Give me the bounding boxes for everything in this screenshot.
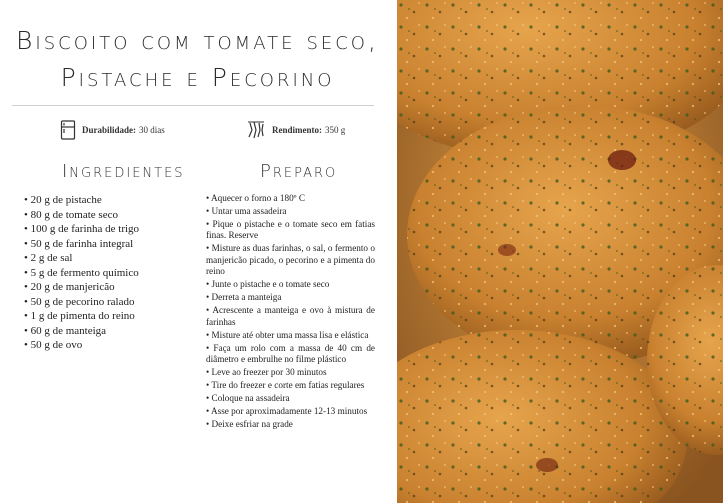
durability-value: 30 dias (139, 125, 165, 135)
recipe-title (10, 22, 385, 96)
durability-info (60, 118, 165, 142)
ingredient-item: • 2 g de sal (24, 251, 204, 266)
recipe-title-line-2: Pistache e Pecorino (60, 63, 335, 92)
preparation-step: • Derreta a manteiga (206, 292, 375, 303)
ingredient-item: • 60 g de manteiga (24, 324, 204, 339)
yield-value: 350 g (325, 125, 346, 135)
ingredient-item: • 20 g de pistache (24, 193, 204, 208)
durability-label: Durabilidade: (82, 125, 137, 135)
preparation-step: • Acrescente a manteiga e ovo à mistura de farinhas (206, 305, 375, 328)
preparation-steps (206, 193, 375, 432)
preparation-step: • Pique o pistache e o tomate seco em fatias finas. Reserve (206, 219, 375, 242)
preparation-step: • Faça um rolo com a massa de 40 cm de diâmetro e embrulhe no filme plástico (206, 343, 375, 366)
preparation-step: • Tire do freezer e corte em fatias regulares (206, 380, 375, 391)
ingredient-item: • 20 g de manjericão (24, 280, 204, 295)
preparation-step: • Untar uma assadeira (206, 206, 375, 217)
cookie-cutters-icon (246, 120, 266, 140)
recipe-title-line-1: Biscoito com tomate seco, (16, 26, 379, 55)
ingredient-item: • 5 g de fermento químico (24, 266, 204, 281)
preparation-step: • Coloque na assadeira (206, 393, 375, 404)
ingredient-item: • 50 g de farinha integral (24, 237, 204, 252)
preparation-step: • Asse por aproximadamente 12-13 minutos (206, 406, 375, 417)
yield-label: Rendimento: (272, 125, 322, 135)
yield-info (246, 118, 345, 142)
ingredient-item: • 1 g de pimenta do reino (24, 309, 204, 324)
preparation-step: • Misture até obter uma massa lisa e elástica (206, 330, 375, 341)
cookie-photo (397, 0, 723, 503)
ingredient-item: • 50 g de ovo (24, 338, 204, 353)
preparation-step: • Aquecer o forno a 180º C (206, 193, 375, 204)
ingredient-item: • 100 g de farinha de trigo (24, 222, 204, 237)
cookie-photo-illustration (397, 0, 723, 503)
preparation-step: • Junte o pistache e o tomate seco (206, 279, 375, 290)
ingredient-item: • 50 g de pecorino ralado (24, 295, 204, 310)
refrigerator-icon (60, 120, 76, 140)
preparation-step: • Deixe esfriar na grade (206, 419, 375, 430)
title-divider (12, 105, 374, 106)
preparation-heading: Preparo (260, 161, 338, 182)
ingredients-heading: Ingredientes (62, 161, 185, 182)
preparation-step: • Leve ao freezer por 30 minutos (206, 367, 375, 378)
ingredient-item: • 80 g de tomate seco (24, 208, 204, 223)
ingredients-list (24, 193, 204, 353)
preparation-step: • Misture as duas farinhas, o sal, o fermento o manjericão picado, o pecorino e a pimenta do reino (206, 243, 375, 277)
